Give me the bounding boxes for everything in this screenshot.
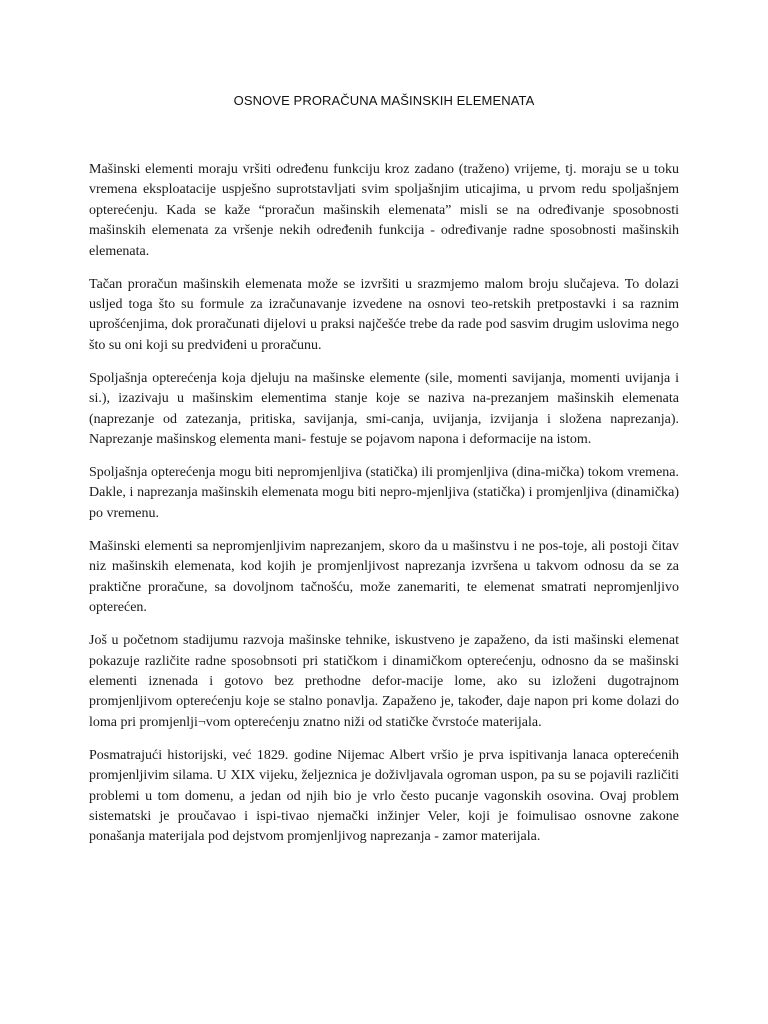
paragraph: Mašinski elementi sa nepromjenljivim naprezanjem, skoro da u mašinstvu i ne pos-toje, ali postoji čitav niz mašinskih elemenata, kod kojih je promjenljivost naprezanja izvršena u takvom odnosu da se za praktične proračune, sa dovoljnom tačnošću, može zanemariti, te elemenat smatrati nepromjenljivo opterećen. [89, 538, 679, 616]
paragraph: Spoljašnja opterećenja mogu biti nepromjenljiva (statička) ili promjenljiva (dina-mička) tokom vremena. Dakle, i naprezanja mašinskih elemenata mogu biti nepro-mjenljiva (statička) i promjenljiva (dinamička) po vremenu. [89, 465, 679, 521]
paragraph: Posmatrajući historijski, već 1829. godine Nijemac Albert vršio je prva ispitivanja lanaca opterećenih promjenljivim silama. U XIX vijeku, željeznica je doživljavala ogroman uspon, pa su se pojavili različiti problemi u tom domenu, a jedan od njih bio je vrlo često pucanje vagonskih osovina. Ovaj problem sistematski je proučavao i ispi-tivao njemački inžinjer Veler, koji je foimulisao osnovne zakone ponašanja materijala pod dejstvom promjenljivog naprezanja - zamor materijala. [89, 747, 679, 845]
paragraph: Još u početnom stadijumu razvoja mašinske tehnike, iskustveno je zapaženo, da isti mašinski elemenat pokazuje različite radne sposobnsoti pri statičkom i dinamičkom opterećenju, odnosno da se mašinski elementi iznenada i gotovo bez prethodne defor-macije lome, ako su izloženi dugotrajnom promjenljivom opterećenju koje se stalno ponavlja. Zapaženo je, također, daje napon pri kome dolazi do loma pri promjenlji¬vom opterećenju znatno niži od statičke čvrstoće materijala. [89, 633, 679, 730]
paragraph: Tačan proračun mašinskih elemenata može se izvršiti u srazmjemo malom broju slučajeva. To dolazi usljed toga što su formule za izračunavanje izvedene na osnovi teo-retskih pretpostavki i sa raznim uprošćenjima, dok proračunati dijelovi u praksi najčešće trebe da rade pod sasvim drugim uslovima nego što su oni koji su predviđeni u proračunu. [89, 276, 679, 353]
document-body [89, 160, 679, 860]
paragraph: Spoljašnja opterećenja koja djeluju na mašinske elemente (sile, momenti savijanja, momenti uvijanja i si.), izazivaju u mašinskim elementima stanje koje se naziva na-prezanjem mašinskih elemenata (naprezanje od zatezanja, pritiska, savijanja, smi-canja, uvijanja, izvijanja i složena naprezanja). Naprezanje mašinskog elementa mani- festuje se pojavom napona i deformacije na istom. [89, 370, 679, 448]
paragraph: Mašinski elementi moraju vršiti određenu funkciju kroz zadano (traženo) vrijeme, tj. moraju se u toku vremena eksploatacije uspješno suprotstavljati svim spoljašnjim uticajima, u prvom redu spoljašnjem opterećenju. Kada se kaže “proračun mašinskih elemenata” misli se na određivanje sposobnosti mašinskih elemenata za vršenje nekih određenih funkcija - određivanje radne sposobnosti mašinskih elemenata. [89, 162, 679, 259]
document-title: OSNOVE PRORAČUNA MAŠINSKIH ELEMENATA [233, 93, 535, 108]
